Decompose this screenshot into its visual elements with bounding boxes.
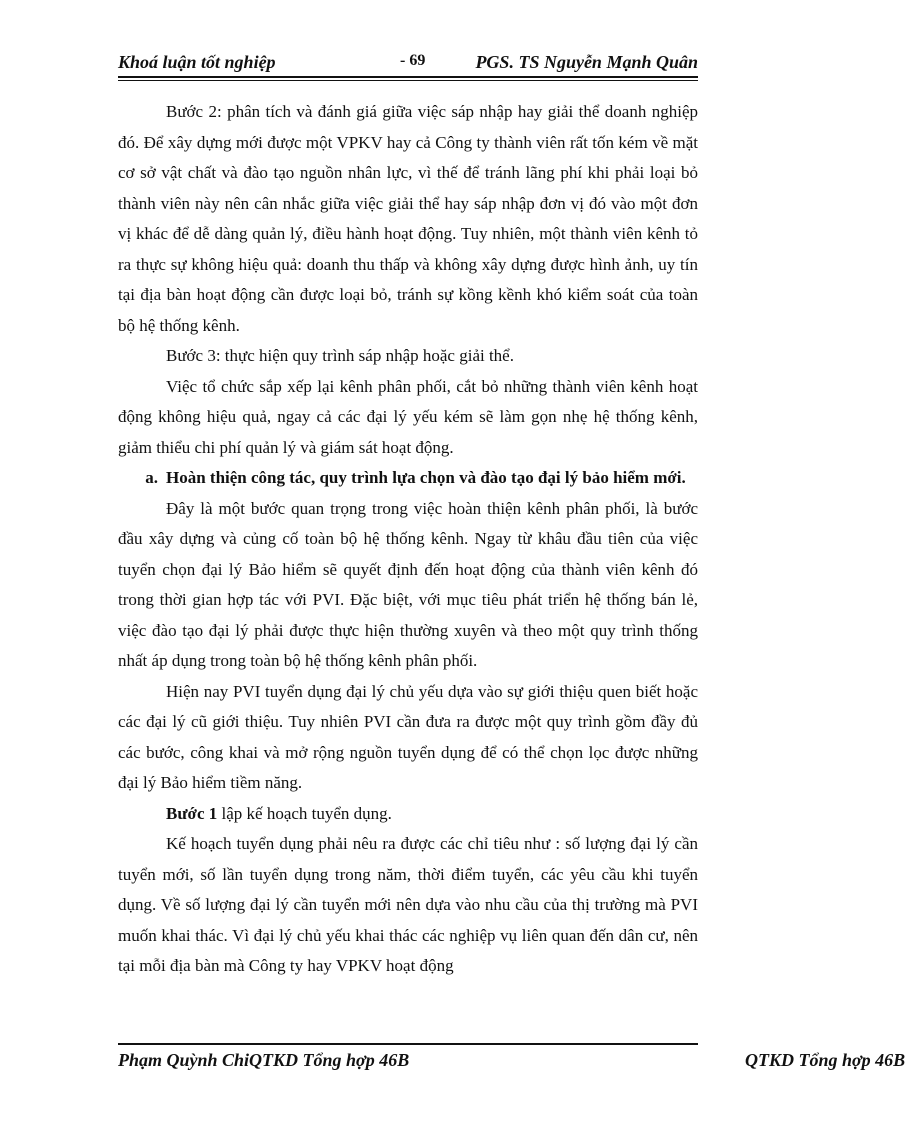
heading-marker: a. (145, 468, 158, 487)
paragraph-step-3: Bước 3: thực hiện quy trình sáp nhập hoặc giải thể. (166, 346, 514, 365)
footer-rule (118, 1043, 698, 1045)
step-1-text: lập kế hoạch tuyển dụng. (217, 803, 392, 823)
page-number: - 69 (400, 52, 426, 69)
footer-class: QTKD Tổng hợp 46B (745, 1050, 905, 1070)
header-rule-thin (118, 80, 698, 81)
header-thesis-title: Khoá luận tốt nghiệp (118, 52, 276, 72)
header-rule (118, 76, 698, 78)
heading-text: Hoàn thiện công tác, quy trình lựa chọn và đào tạo đại lý bảo hiểm mới. (166, 468, 686, 487)
page-body (118, 97, 698, 982)
paragraph-step-2: Bước 2: phân tích và đánh giá giữa việc sáp nhập hay giải thể doanh nghiệp đó. Để xây dựng mới được một VPKV hay cả Công ty thành viên rất tốn kém về mặt cơ sở vật chất và đào tạo nguồn nhân lực, vì thế để tránh lãng phí khi phải loại bỏ thành viên này nên cân nhắc giữa việc giải thể hay sáp nhập đơn vị đó vào một đơn vị khác để dễ dàng quản lý, điều hành hoạt động. Tuy nhiên, một thành viên kênh tỏ ra thực sự không hiệu quả: doanh thu thấp và không xây dựng được hình ảnh, uy tín tại địa bàn hoạt động cần được loại bỏ, tránh sự kồng kềnh khó kiểm soát của toàn bộ hệ thống kênh. (118, 102, 698, 335)
step-1-label: Bước 1 (166, 803, 218, 823)
paragraph-current-recruitment: Hiện nay PVI tuyển dụng đại lý chủ yếu dựa vào sự giới thiệu quen biết hoặc các đại lý cũ giới thiệu. Tuy nhiên PVI cần đưa ra được một quy trình gồm đầy đủ các bước, công khai và mở rộng nguồn tuyển dụng để có thể chọn lọc được những đại lý Bảo hiểm tiềm năng. (118, 681, 698, 792)
footer-author: Phạm Quỳnh ChiQTKD Tổng hợp 46B (118, 1050, 410, 1070)
page-header (118, 50, 698, 76)
paragraph-step-1 (118, 799, 698, 830)
page-footer (118, 1050, 905, 1076)
paragraph-channel-reorg: Việc tổ chức sắp xếp lại kênh phân phối, cắt bỏ những thành viên kênh hoạt động không hiệu quả, ngay cả các đại lý yếu kém sẽ làm gọn nhẹ hệ thống kênh, giảm thiểu chi phí quản lý và giám sát hoạt động. (118, 376, 698, 457)
header-supervisor: PGS. TS Nguyễn Mạnh Quân (475, 52, 698, 72)
section-heading (118, 463, 698, 494)
paragraph-recruitment-plan: Kế hoạch tuyển dụng phải nêu ra được các chỉ tiêu như : số lượng đại lý cần tuyển mới, số lần tuyển dụng trong năm, thời điểm tuyển, các yêu cầu khi tuyển dụng. Về số lượng đại lý cần tuyển mới nên dựa vào nhu cầu của thị trường mà PVI muốn khai thác. Vì đại lý chủ yếu khai thác các nghiệp vụ liên quan đến dân cư, nên tại mỗi địa bàn mà Công ty hay VPKV hoạt động (118, 834, 698, 975)
paragraph-importance: Đây là một bước quan trọng trong việc hoàn thiện kênh phân phối, là bước đầu xây dựng và củng cố toàn bộ hệ thống kênh. Ngay từ khâu đầu tiên của việc tuyển chọn đại lý Bảo hiểm sẽ quyết định đến hoạt động của thành viên kênh đó trong thời gian hợp tác với PVI. Đặc biệt, với mục tiêu phát triển hệ thống bán lẻ, việc đào tạo đại lý phải được thực hiện thường xuyên và theo một quy trình thống nhất áp dụng trong toàn bộ hệ thống kênh phân phối. (118, 498, 698, 670)
